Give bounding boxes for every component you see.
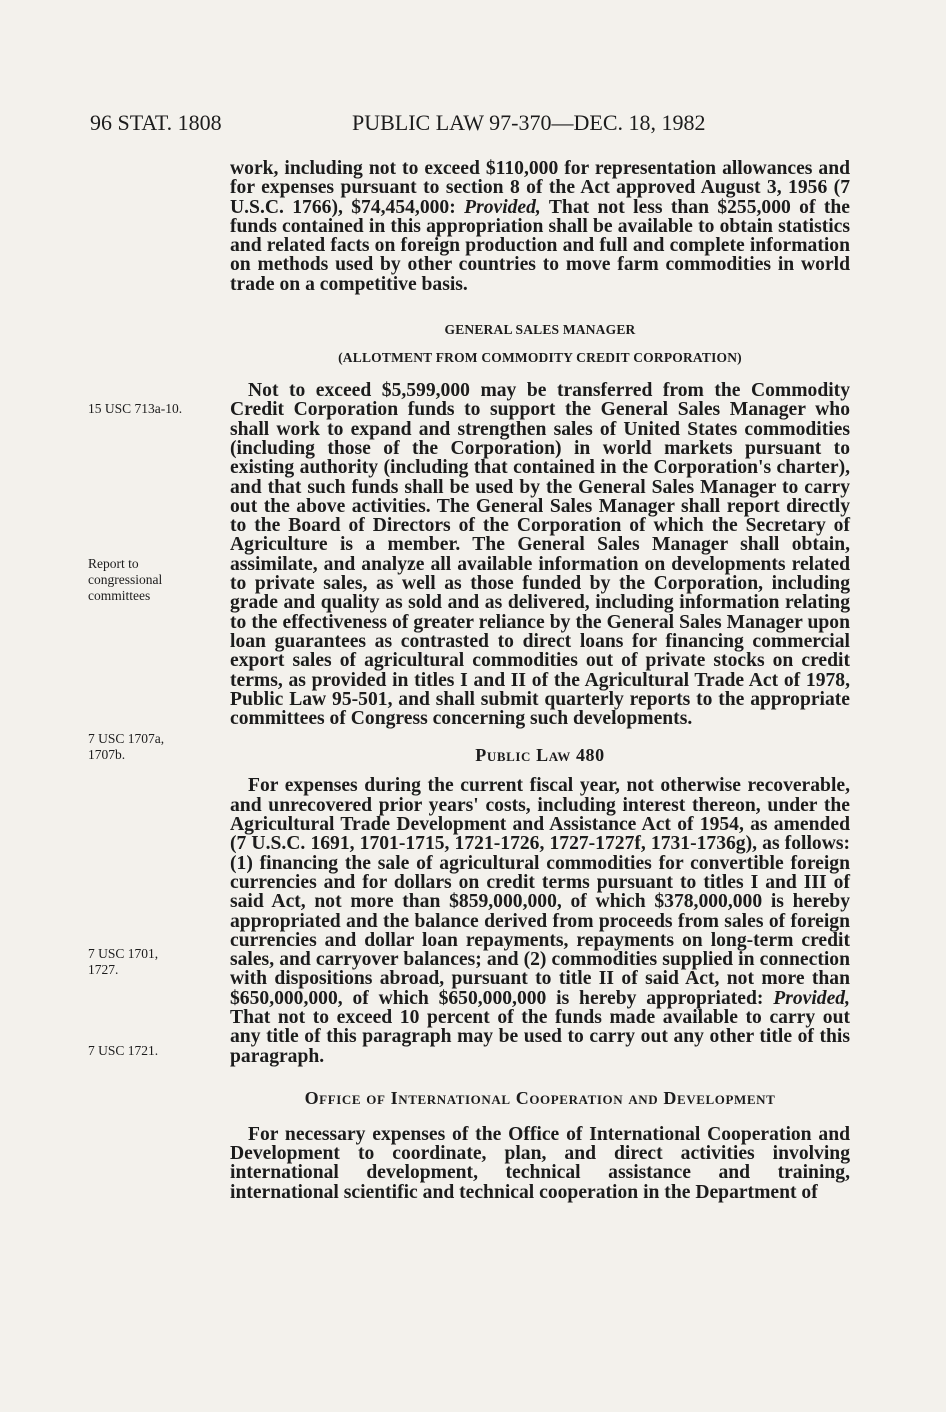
paragraph: Not to exceed $5,599,000 may be transferred from the Commodity Credit Corporation funds to support the General Sales Manager who shall work to expand and strengthen sales of United States commodities (including those of the Corporation) in world markets pursuant to existing authority (including that contained in the Corporation's charter), and that such funds shall be used by the General Sales Manager to carry out the above activities. The General Sales Manager shall report directly to the Board of Directors of the Corporation of which the Secretary of Agriculture is a member. The General Sales Manager shall obtain, assimilate, and analyze all available information on developments related to private sales, as well as those funded by the Corporation, including grade and quality as sold and as delivered, including information relating to the effectiveness of greater reliance by the General Sales Manager upon loan guarantees as contrasted to direct loans for financing commercial export sales of agricultural commodities out of private stocks on credit terms, as provided in titles I and II of the Agricultural Trade Act of 1978, Public Law 95-501, and shall submit quarterly reports to the appropriate committees of Congress concerning such developments.	[230, 380, 850, 730]
paragraph: For expenses during the current fiscal year, not otherwise recoverable, and unrecovered prior years' costs, including interest thereon, under the Agricultural Trade Development and Assistance Act of 1954, as amended (7 U.S.C. 1691, 1701-1715, 1721-1726, 1727-1727f, 1731-1736g), as follows: (1) financing the sale of agricultural commodities for convertible foreign currencies and for dollars on credit terms pursuant to titles I and III of said Act, not more than $859,000,000, of which $378,000,000 is hereby appropriated and the balance derived from proceeds from sales of foreign currencies and dollar loan repayments, repayments on long-term credit sales, and carryover balances; and (2) commodities supplied in connection with dispositions abroad, pursuant to title II of said Act, not more than $650,000,000, of which $650,000,000 is hereby appropriated: Provided, That not to exceed 10 percent of the funds made available to carry out any title of this paragraph may be used to carry out any other title of this paragraph.	[230, 775, 850, 1067]
paragraph: For necessary expenses of the Office of International Cooperation and Development to coordinate, plan, and direct activities involving international development, technical assistance and training, international scientific and technical cooperation in the Department of	[230, 1123, 850, 1203]
margin-note-citation: 7 USC 1721.	[88, 1043, 159, 1058]
margin-note-citation: 7 USC 1707a, 1707b.	[88, 731, 165, 762]
body-text	[230, 159, 850, 1202]
margin-note-citation: 7 USC 1701, 1727.	[88, 946, 159, 977]
public-law-title: PUBLIC LAW 97-370—DEC. 18, 1982	[352, 110, 706, 135]
paragraph: work, including not to exceed $110,000 for representation allowances and for expenses pursuant to section 8 of the Act approved August 3, 1956 (7 U.S.C. 1766), $74,454,000: Provided, That not less than $255,000 of the funds contained in this appropriation shall be available to obtain statistics and related facts on foreign production and full and complete information on methods used by other countries to move farm commodities in world trade on a competitive basis.	[230, 158, 850, 295]
section-heading: Office of International Cooperation and Development	[304, 1087, 776, 1108]
section-heading: Public Law 480	[475, 745, 605, 766]
section-heading: GENERAL SALES MANAGER	[444, 322, 636, 338]
margin-note-report: Report to congressional committees	[88, 556, 163, 603]
section-subheading: (ALLOTMENT FROM COMMODITY CREDIT CORPORATION)	[338, 350, 742, 366]
margin-note-citation: 15 USC 713a-10.	[88, 401, 183, 416]
running-head	[90, 110, 850, 144]
statute-page-number: 96 STAT. 1808	[90, 110, 222, 135]
